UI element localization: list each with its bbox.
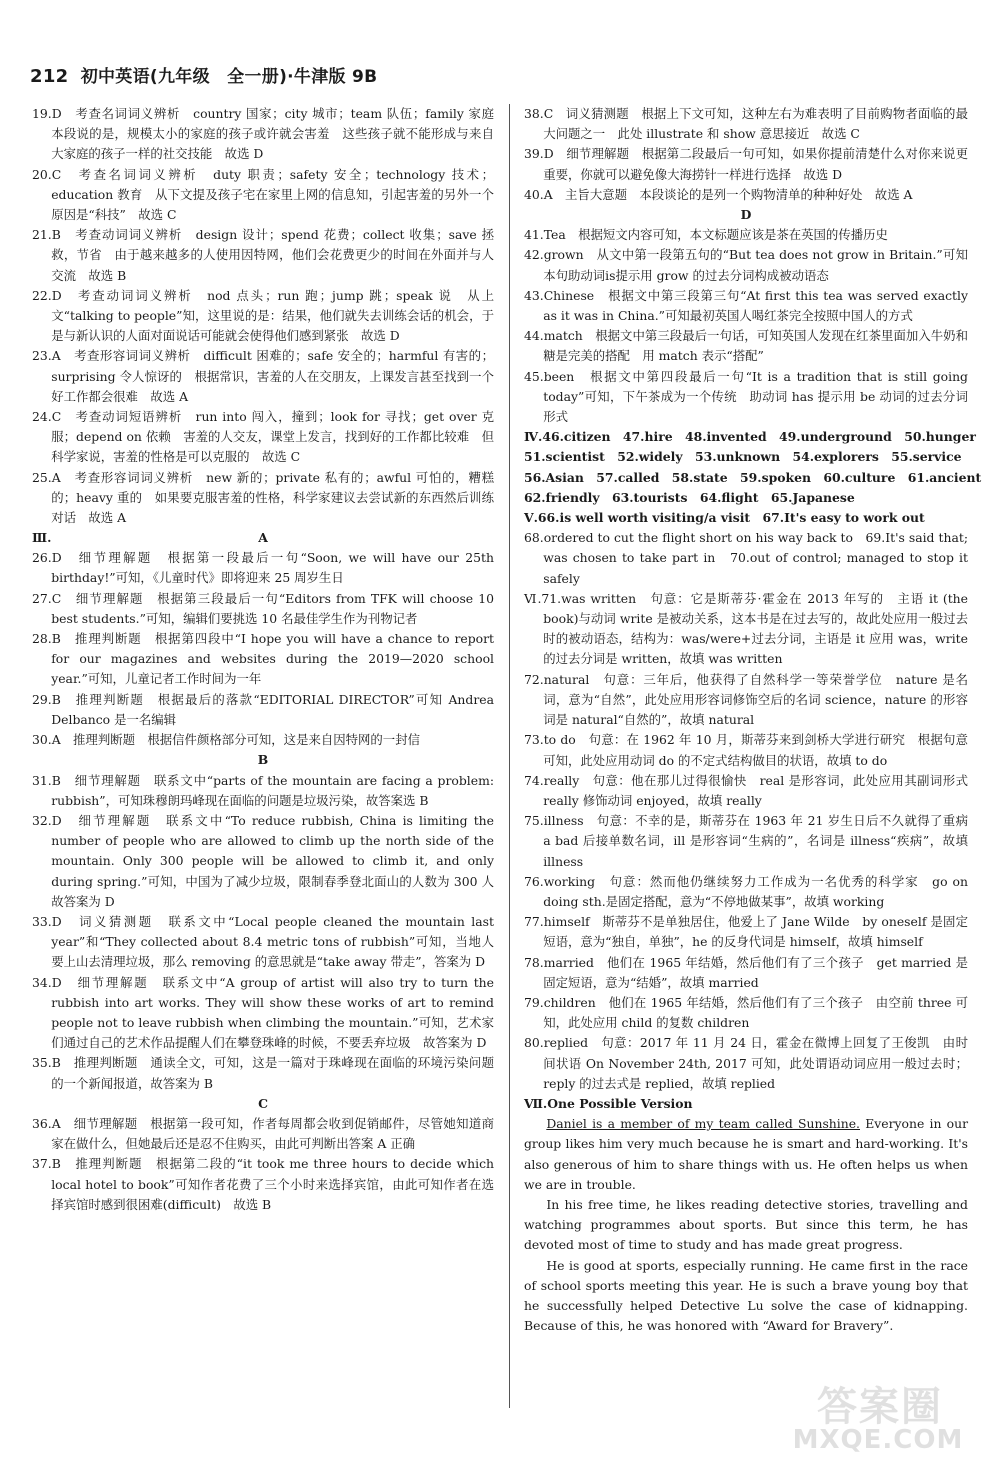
answer-entry: 37.B 推理判断题 根据第二段的“it took me three hours to decide which local hotel to book”可知作者花费了三个小时来选择宾馆，由此可知作者在选择宾馆时感到很困难(difficult) 故选 B xyxy=(32,1156,494,1212)
answer-entry: 33.D 词义猜测题 联系文中“Local people cleaned the mountain last year”和“They collected about 8.4 metric tons of rubbish”可知，当地人要上山去清理垃圾，那么 removing 的意思就是“take away 带走”，答案为 D xyxy=(32,913,494,970)
answer-entry: 68.ordered to cut the flight short on his way back to 69.It's said that; was chosen to take part in 70.out of control; managed to stop it safely xyxy=(524,530,968,586)
left-column xyxy=(32,104,507,1215)
answer-entry: 78.married 他们在 1965 年结婚，然后他们有了三个孩子 get married 是固定短语，意为“结婚”，故填 married xyxy=(524,954,968,990)
sample-essay xyxy=(524,1114,968,1336)
answer-entry: 35.B 推理判断题 通读全文，可知，这是一篇对于珠峰现在面临的环境污染问题的一个新闻报道，故答案为 B xyxy=(32,1055,494,1091)
answer-entry: 22.D 考查动词词义辨析 nod 点头；run 跑；jump 跳；speak 说 从上文“talking to people”知，这里说的是：结果，他们就失去训练会话的机会，于是与新认识的人面对面说话可能就会使得他们感到紧张 故选 D xyxy=(32,287,494,344)
answer-entry: 34.D 细节理解题 联系文中“A group of artist will also try to turn the rubbish into art works. They will show these works of art to remind people not to leave rubbish when climbing the mountain.”可知，艺术家们通过自己的艺术作品提醒人们在攀登珠峰的时候，不要丢弃垃圾 故答案为 D xyxy=(32,974,494,1051)
answer-entry: 80.replied 句意：2017 年 11 月 24 日，霍金在微博上回复了王俊凯 由时间状语 On November 24th, 2017 可知，此处谓语动词应用一般过去时；reply 的过去式是 replied，故填 replied xyxy=(524,1035,968,1091)
page-number: 212 xyxy=(30,66,69,87)
answer-entry: 44.match 根据文中第三段最后一句话，可知英国人发现在红茶里面加入牛奶和糖是完美的搭配 用 match 表示“搭配” xyxy=(524,328,968,364)
answer-row: Ⅳ.46.citizen 47.hire 48.invented 49.underground 50.hunger xyxy=(524,429,976,445)
answer-entry: 20.C 考查名词词义辨析 duty 职责；safety 安全；technology 技术；education 教育 从下文提及孩子宅在家里上网的信息知，引起害羞的另外一个原因是“科技” 故选 C xyxy=(32,166,494,223)
section-letter: B xyxy=(257,752,269,768)
answer-entry: 31.B 细节理解题 联系文中“parts of the mountain are facing a problem: rubbish”，可知珠穆朗玛峰现在面临的问题是垃圾污染，故答案选 B xyxy=(32,772,494,808)
section-roman-numeral: Ⅶ. xyxy=(524,1095,548,1111)
answer-entry: 39.D 细节理解题 根据第二段最后一句可知，如果你提前清楚什么对你来说更重要，你就可以避免像大海捞针一样进行选择 故选 D xyxy=(524,146,968,182)
right-column xyxy=(524,104,982,1336)
answer-entry: 43.Chinese 根据文中第三段第三句“At first this tea was served exactly as it was in China.”可知最初英国人喝红茶完全按照中国人的方式 xyxy=(524,287,968,324)
answer-entry: 45.been 根据文中第四段最后一句“It is a tradition that is still going today”可知，下午茶成为一个传统 助动词 has 提示用 be 动词的过去分词形式 xyxy=(524,368,968,425)
answer-entry: 29.B 推理判断题 根据最后的落款“EDITORIAL DIRECTOR”可知 Andrea Delbanco 是一名编辑 xyxy=(32,691,494,727)
answer-entry: 75.illness 句意：不幸的是，斯蒂芬在 1963 年 21 岁生日后不久就得了重病 a bad 后接单数名词，ill 是形容词“生病的”，名词是 illness“疾病”，故填 illness xyxy=(524,813,981,869)
answer-row: Ⅴ.66.is well worth visiting/a visit 67.It's easy to work out xyxy=(524,510,925,526)
section-letter: C xyxy=(258,1095,268,1111)
essay-paragraph-3: He is good at sports, especially running. He came first in the race of school sports meeting this year. He is such a brave young boy that he successfully helped Detective Lu solve the case of kidnapping. Because of this, he was honored with “Award for Bravery”. xyxy=(524,1257,968,1334)
answer-entry: 26.D 细节理解题 根据第一段最后一句“Soon, we will have our 25th birthday!”可知，《儿童时代》即将迎来 25 周岁生日 xyxy=(32,550,494,586)
answer-entry: 79.children 他们在 1965 年结婚，然后他们有了三个孩子 由空前 three 可知，此处应用 child 的复数 children xyxy=(524,994,968,1031)
answer-entry: 27.C 细节理解题 根据第三段最后一句“Editors from TFK will choose 10 best students.”可知，编辑们要挑选 10 名最佳学生作为刊物记者 xyxy=(32,590,494,626)
answer-entry: 19.D 考查名词词义辨析 country 国家；city 城市；team 队伍；family 家庭 本段说的是，规模太小的家庭的孩子或许就会害羞 这些孩子就不能形成与来自大家庭的孩子一样的社交技能 故选 D xyxy=(32,106,507,162)
heading-text: One Possible Version xyxy=(547,1095,693,1111)
section-roman-numeral: Ⅲ. xyxy=(32,530,52,546)
answer-entry: 28.B 推理判断题 根据第四段中“I hope you will have a chance to report for our magazines and websites during the 2019—2020 school year.”可知，儿童记者工作时间为一年 xyxy=(32,631,494,687)
answer-entry: 36.A 细节理解题 根据第一段可知，作者每周都会收到促销邮件，尽管她知道商家在做什么，但她最后还是忍不住购买，由此可判断出答案 A 正确 xyxy=(32,1115,494,1152)
answer-row: 62.friendly 63.tourists 64.flight 65.Japanese xyxy=(524,489,855,505)
book-title: 初中英语(九年级 全一册)·牛津版 9B xyxy=(80,67,378,87)
section-letter: D xyxy=(740,207,752,223)
essay-opening-sentence: Daniel is a member of my team called Sunshine. xyxy=(546,1116,860,1132)
writing-section-heading xyxy=(524,1094,968,1114)
site-watermark xyxy=(778,1375,978,1455)
answer-entry: 30.A 推理判断题 根据信件颜格部分可知，这是来自因特网的一封信 xyxy=(32,732,420,748)
answer-entry: 40.A 主旨大意题 本段谈论的是列一个购物清单的种种好处 故选 A xyxy=(524,186,913,202)
answer-entry: 23.A 考查形容词词义辨析 difficult 困难的；safe 安全的；harmful 有害的；surprising 令人惊讶的 根据常识，害羞的人在交朋友，上课发言甚至找到一个好工作都会很难 故选 A xyxy=(32,348,494,404)
essay-paragraph-1-rest: Everyone in our group likes him very much because he is smart and hard-working. It's also generous of him to share things with us. He often helps us when we are in trouble. xyxy=(524,1116,968,1192)
answer-entry: 21.B 考查动词词义辨析 design 设计；spend 花费；collect 收集；save 拯救，节省 由于越来越多的人使用因特网，他们会花费更少的时间在外面并与人交流 故选 B xyxy=(32,227,494,283)
answer-entry: 73.to do 句意：在 1962 年 10 月，斯蒂芬来到剑桥大学进行研究 根据句意可知，此处应用动词 do 的不定式结构做目的状语，故填 to do xyxy=(524,732,968,768)
section-header xyxy=(32,528,494,548)
essay-paragraph-2: In his free time, he likes reading detective stories, travelling and watching programmes about sports. But since this term, he has devoted most of time to study and has made great progress. xyxy=(524,1196,968,1253)
essay-paragraph-1 xyxy=(524,1114,968,1195)
column-divider xyxy=(509,104,510,1408)
answer-entry: 74.really 句意：他在那儿过得很愉快 real 是形容词，此处应用其副词形式 really 修饰动词 enjoyed，故填 really xyxy=(524,772,968,808)
section-letter: A xyxy=(258,530,268,546)
answer-entry: 25.A 考查形容词词义辨析 new 新的；private 私有的；awful 可怕的，糟糕的；heavy 重的 如果要克服害羞的性格，科学家建议去尝试新的东西然后训练对话 故选 A xyxy=(32,469,494,526)
answer-entry: Ⅵ.71.was written 句意：它是斯蒂芬·霍金在 2013 年写的 主语 it (the book)与动词 write 是被动关系，这本书是在过去写的，故此处应用一般过去时的被动语态，结构为：was/were+过去分词，主语是 it 应用 was，write 的过去分词是 written，故填 was written xyxy=(524,590,968,667)
answer-entry: 41.Tea 根据短文内容可知，本文标题应该是茶在英国的传播历史 xyxy=(524,227,888,243)
answer-entry: 72.natural 句意：三年后，他获得了自然科学一等荣誉学位 nature 是名词，意为“自然”，此处应用形容词修饰空后的名词 science，nature 的形容词是 natural“自然的”，故填 natural xyxy=(524,671,968,728)
answer-entry: 24.C 考查动词短语辨析 run into 闯入，撞到；look for 寻找；get over 克服；depend on 依赖 害羞的人交友，课堂上发言，找到好的工作都比较难 但科学家说，害羞的性格是可以克服的 故选 C xyxy=(32,409,494,465)
watermark-url: MXQE.COM xyxy=(792,1425,964,1455)
answer-row: 51.scientist 52.widely 53.unknown 54.explorers 55.service xyxy=(524,449,962,465)
page-header xyxy=(30,62,377,87)
watermark-logo: 答案圈 xyxy=(817,1384,943,1430)
answer-entry: 76.working 句意：然而他仍继续努力工作成为一名优秀的科学家 go on doing sth.是固定搭配，意为“不停地做某事”，故填 working xyxy=(524,873,968,909)
answer-entry: 32.D 细节理解题 联系文中“To reduce rubbish, China is limiting the number of people who are allowed to climb up the north side of the mountain. Only 300 people will be allowed to climb it, and only during spring.”可知，中国为了减少垃圾，限制春季登北面山的人数为 300 人 故答案为 D xyxy=(32,812,507,909)
answer-row: 56.Asian 57.called 58.state 59.spoken 60.culture 61.ancient xyxy=(524,469,982,485)
answer-entry: 42.grown 从文中第一段第五句的“But tea does not grow in Britain.”可知本句助动词is提示用 grow 的过去分词构成被动语态 xyxy=(524,247,968,283)
answer-entry: 77.himself 斯蒂芬不是单独居住，他爱上了 Jane Wilde by oneself 是固定短语，意为“独自，单独”，he 的反身代词是 himself，故填 himself xyxy=(524,914,968,950)
answer-entry: 38.C 词义猜测题 根据上下文可知，这种左右为难表明了目前购物者面临的最大问题之一 此处 illustrate 和 show 意思接近 故选 C xyxy=(524,106,968,142)
